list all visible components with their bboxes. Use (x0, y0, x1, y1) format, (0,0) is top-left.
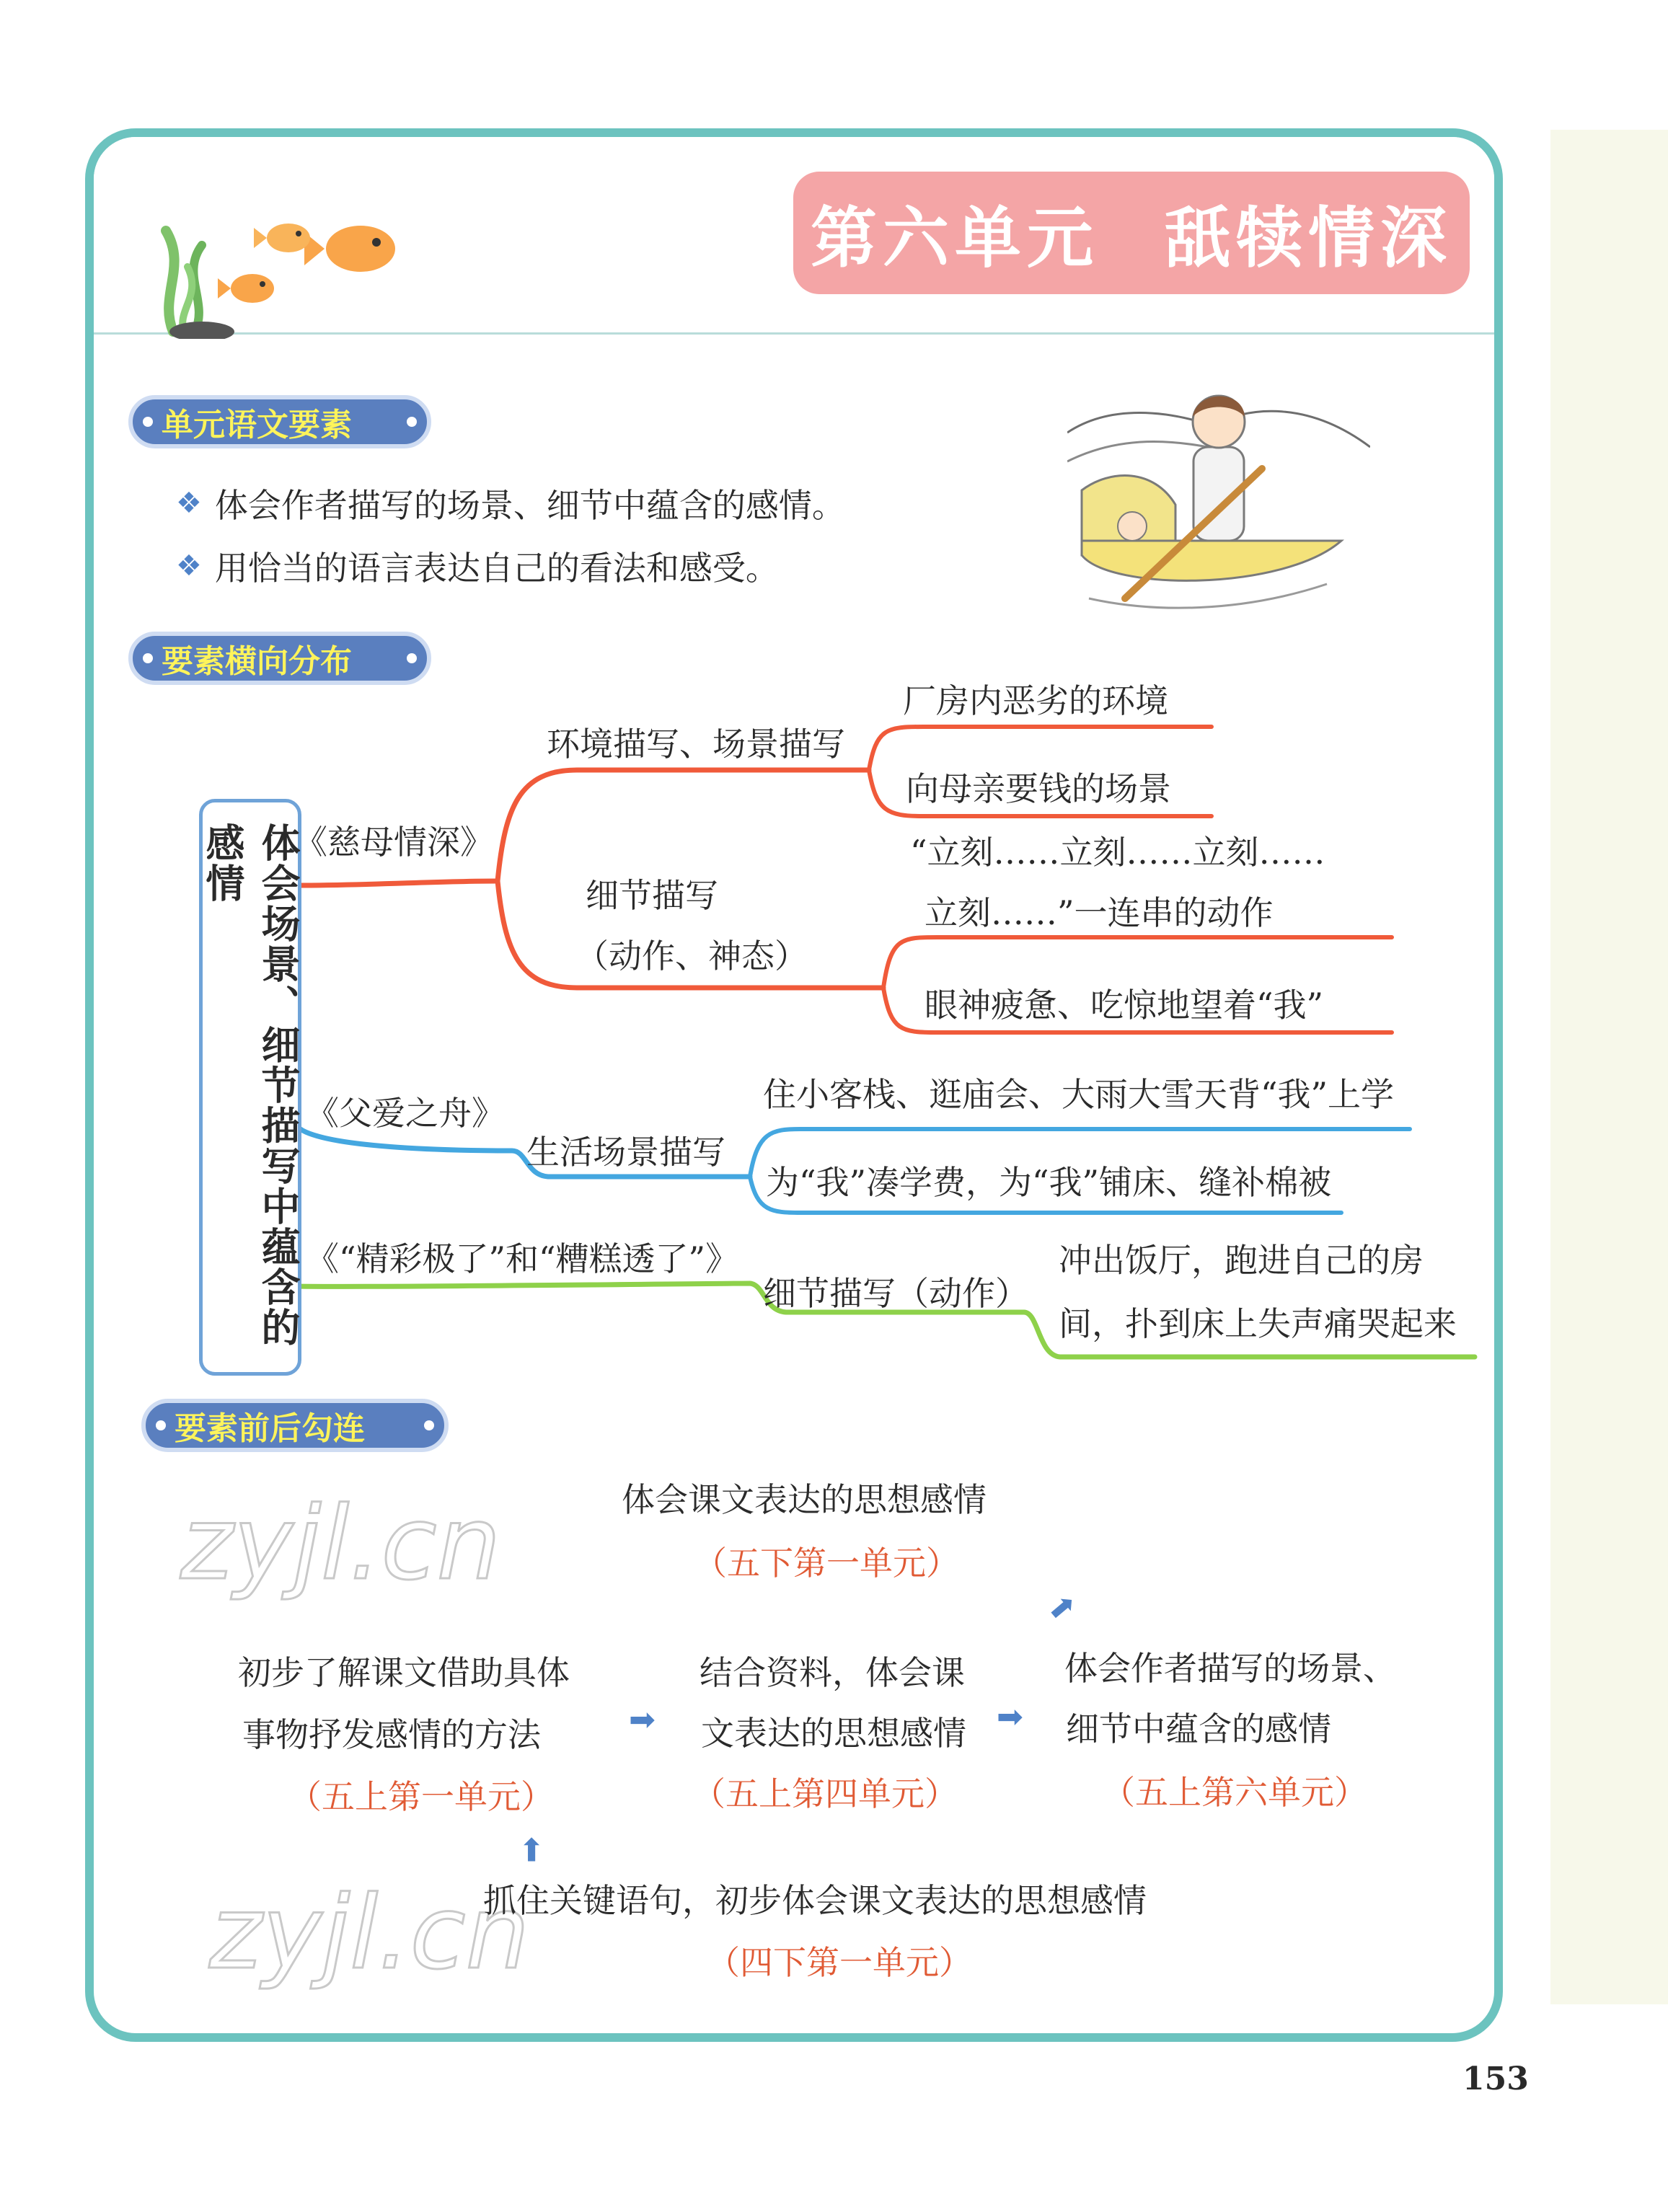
connection-right-line1: 体会作者描写的场景、 (1064, 1649, 1396, 1688)
mindmap-root-text: 体会场景、细节描写中蕴含的感情 (200, 823, 301, 1348)
connection-bottom-unit: （四下第一单元） (707, 1943, 972, 1982)
page-number: 153 (1462, 2061, 1529, 2097)
arrow-right-icon: ➡ (997, 1699, 1023, 1735)
section-distribution-label: 要素横向分布 (128, 632, 431, 685)
lesson2-title: 《父爱之舟》 (306, 1094, 505, 1133)
lesson3-title: 《“精彩极了”和“糟糕透了”》 (306, 1239, 739, 1278)
watermark: zyjl.cn (209, 1875, 530, 1992)
connection-middle-line1: 结合资料，体会课 (700, 1653, 965, 1692)
lesson2-leaf1: 住小客栈、逛庙会、大雨大雪天背“我”上学 (763, 1075, 1395, 1114)
lesson1-leaf2: 向母亲要钱的场景 (906, 769, 1171, 808)
lesson3-leaf-line2: 间，扑到床上失声痛哭起来 (1059, 1304, 1457, 1343)
lesson1-leaf1: 厂房内恶劣的环境 (903, 681, 1168, 720)
branch-lesson1 (296, 881, 498, 885)
lesson1-branch2-line1: 细节描写 (586, 876, 718, 915)
connection-left-unit: （五上第一单元） (288, 1777, 554, 1816)
connection-top-unit: （五下第一单元） (694, 1544, 959, 1583)
arrow-up-icon: ➡ (512, 1836, 550, 1863)
connection-right-line2: 细节中蕴含的感情 (1066, 1709, 1331, 1748)
lesson3-leaf-line1: 冲出饭厅，跑进自己的房 (1059, 1241, 1424, 1280)
diamond-bullet-icon: ❖ (176, 549, 202, 583)
connection-middle-unit: （五上第四单元） (692, 1774, 958, 1813)
lesson2-branch: 生活场景描写 (526, 1133, 725, 1172)
element-item: ❖ 体会作者描写的场景、细节中蕴含的感情。 (176, 486, 845, 525)
lesson1-title: 《慈母情深》 (294, 823, 493, 862)
mindmap-root-box (199, 799, 301, 1376)
watermark: zyjl.cn (180, 1485, 501, 1603)
connection-right-unit: （五上第六单元） (1102, 1773, 1367, 1812)
unit-number: 第六单元 (810, 200, 1099, 277)
lesson1-leaf4: 眼神疲惫、吃惊地望着“我” (925, 986, 1324, 1025)
lesson1-branch2-line2: （动作、神态） (575, 937, 808, 976)
connection-bottom-text: 抓住关键语句，初步体会课文表达的思想感情 (483, 1881, 1147, 1920)
connection-left-line1: 初步了解课文借助具体 (238, 1653, 570, 1692)
connection-left-line2: 事物抒发感情的方法 (242, 1715, 541, 1754)
element-item: ❖ 用恰当的语言表达自己的看法和感受。 (176, 549, 779, 588)
lesson2-leaf2: 为“我”凑学费，为“我”铺床、缝补棉被 (766, 1163, 1332, 1202)
branch-environment (498, 770, 869, 881)
section-elements-label: 单元语文要素 (128, 395, 431, 448)
diamond-bullet-icon: ❖ (176, 487, 202, 520)
section-connection-label: 要素前后勾连 (141, 1399, 449, 1452)
lesson1-leaf3-line2: 立刻……”一连串的动作 (925, 893, 1274, 932)
lesson3-branch: 细节描写（动作） (763, 1274, 1028, 1313)
lesson1-leaf3-line1: “立刻……立刻……立刻…… (910, 833, 1325, 872)
unit-theme: 舐犊情深 (1164, 200, 1453, 277)
arrow-right-icon: ➡ (629, 1702, 656, 1738)
connection-top-text: 体会课文表达的思想感情 (622, 1480, 987, 1519)
connection-middle-line2: 文表达的思想感情 (701, 1714, 966, 1753)
arrow-up-icon: ➡ (1039, 1585, 1084, 1630)
lesson1-branch1: 环境描写、场景描写 (547, 725, 845, 764)
